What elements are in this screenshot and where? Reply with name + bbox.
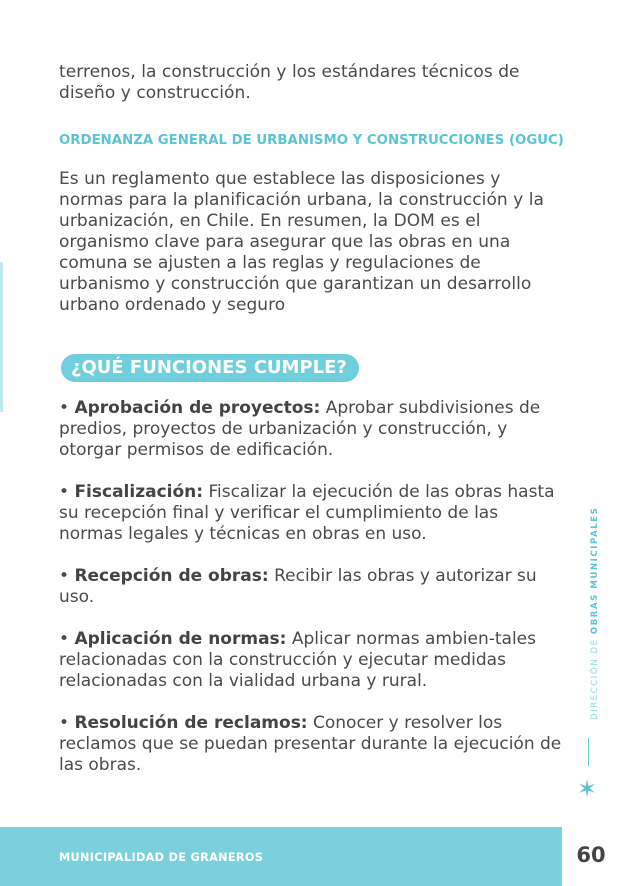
bullet: • xyxy=(59,629,70,649)
function-term: Fiscalización: xyxy=(74,482,204,502)
page-content xyxy=(59,62,564,797)
function-item xyxy=(59,629,564,692)
sidebar-emphasis: OBRAS MUNICIPALES xyxy=(590,506,600,635)
bullet: • xyxy=(59,566,70,586)
left-edge-accent xyxy=(0,262,3,412)
bullet: • xyxy=(59,713,70,733)
functions-list xyxy=(59,398,564,776)
function-text: Recibir las obras y autorizar su uso. xyxy=(59,566,537,607)
bullet: • xyxy=(59,482,70,502)
function-term: Aprobación de proyectos: xyxy=(74,398,321,418)
sidebar-text xyxy=(590,507,600,720)
star-icon: ✶ xyxy=(577,775,598,803)
function-term: Resolución de reclamos: xyxy=(74,713,308,733)
function-text: Aplicar normas ambien-tales relacionadas con la construcción y ejecutar medidas relacionadas con la vialidad urbana y rural. xyxy=(59,629,536,691)
sidebar-divider xyxy=(588,738,589,766)
intro-paragraph: terrenos, la construcción y los estándares técnicos de diseño y construcción. xyxy=(59,62,520,103)
function-term: Aplicación de normas: xyxy=(74,629,287,649)
section-heading: ORDENANZA GENERAL DE URBANISMO Y CONSTRUCCIONES (OGUC) xyxy=(59,133,564,148)
page-number: 60 xyxy=(576,843,606,867)
function-item xyxy=(59,398,564,461)
function-text: Fiscalizar la ejecución de las obras hasta su recepción final y verificar el cumplimiento de las normas legales y técnicas en obras en uso. xyxy=(59,482,555,544)
function-term: Recepción de obras: xyxy=(74,566,269,586)
section-body: Es un reglamento que establece las disposiciones y normas para la planificación urbana, la construcción y la urbanización, en Chile. En resumen, la DOM es el organismo clave para asegurar que las obras en una comuna se ajusten a las reglas y regulaciones de urbanismo y construcción que garantizan un desarrollo urbano ordenado y seguro xyxy=(59,169,544,315)
sidebar-label xyxy=(572,490,608,720)
functions-heading: ¿QUÉ FUNCIONES CUMPLE? xyxy=(61,354,359,382)
function-item xyxy=(59,482,564,545)
bullet: • xyxy=(59,398,70,418)
function-item xyxy=(59,566,564,608)
function-text: Aprobar subdivisiones de predios, proyectos de urbanización y construcción, y otorgar permisos de edificación. xyxy=(59,398,541,460)
function-item xyxy=(59,713,564,776)
sidebar-prefix: DIRECCIÓN DE xyxy=(590,638,600,720)
function-text: Conocer y resolver los reclamos que se puedan presentar durante la ejecución de las obras. xyxy=(59,713,562,775)
footer-label: MUNICIPALIDAD DE GRANEROS xyxy=(59,851,264,864)
footer-bar xyxy=(0,827,562,886)
